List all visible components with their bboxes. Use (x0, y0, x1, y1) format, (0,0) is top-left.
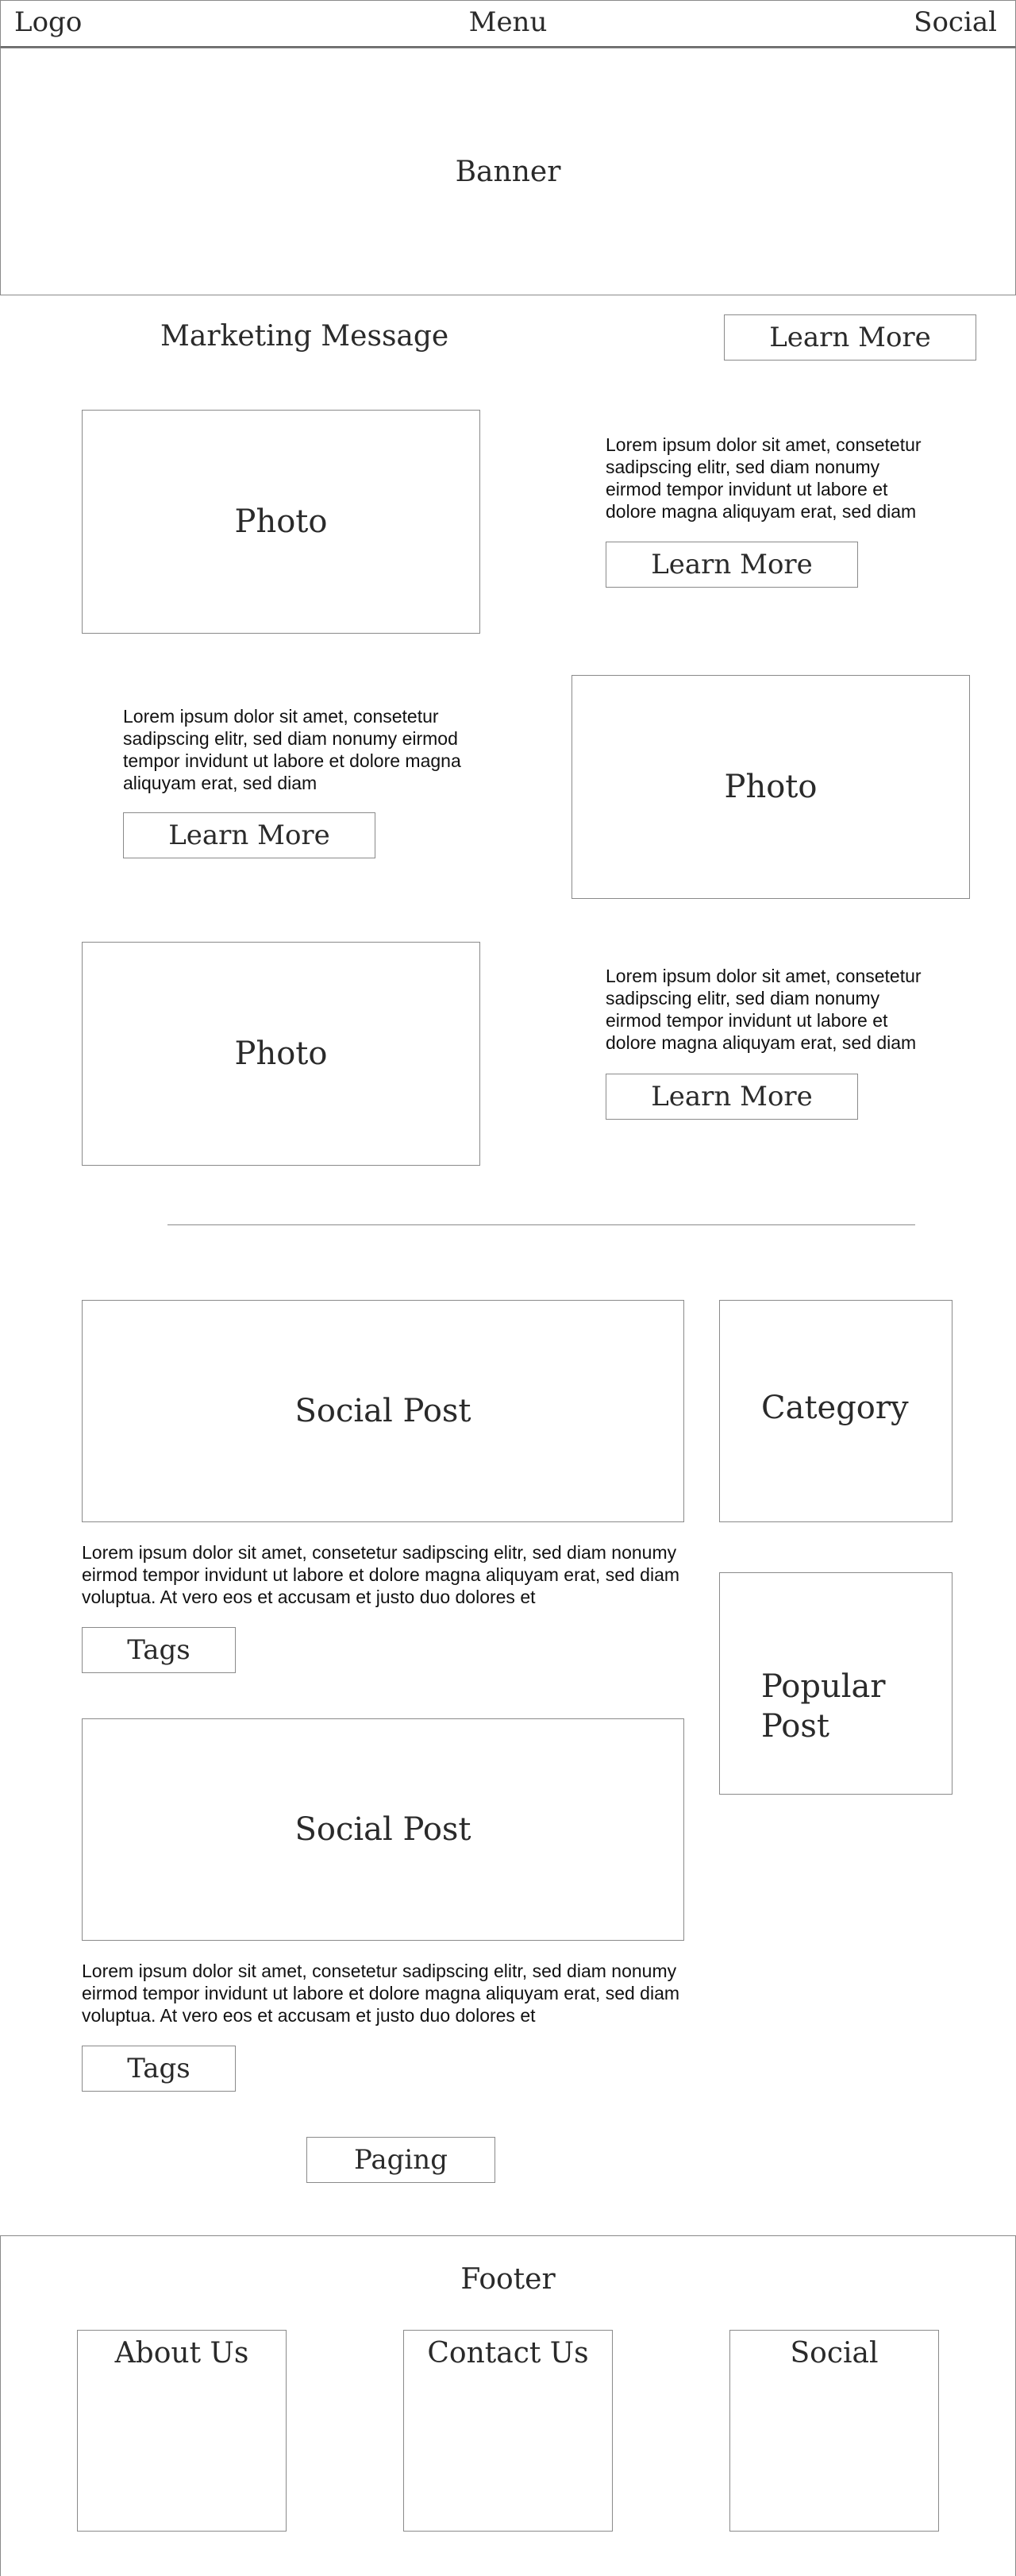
social-post-text-2: Lorem ipsum dolor sit amet, consetetur sadipscing elitr, sed diam nonumy eirmod tempor invidunt ut labore et dolore magna aliquyam erat, sed diam voluptua. At vero eos et accusam et justo duo dolores et (82, 1961, 680, 2026)
feature-learn-more-button-2[interactable] (123, 812, 375, 858)
banner-label: Banner (455, 155, 561, 188)
photo-label: Photo (234, 503, 328, 540)
popular-post-widget[interactable] (719, 1572, 952, 1795)
feature-text-2: Lorem ipsum dolor sit amet, consetetur sadipscing elitr, sed diam nonumy eirmod tempor invidunt ut labore et dolore magna aliquyam erat, sed diam (123, 706, 461, 793)
social-post-title: Social Post (294, 1393, 471, 1429)
tags-label: Tags (127, 2053, 190, 2084)
feature-learn-more-button-3[interactable] (606, 1074, 858, 1120)
marketing-learn-more-button[interactable] (724, 314, 976, 361)
tags-label: Tags (127, 1634, 190, 1666)
paging-control[interactable] (306, 2137, 495, 2183)
footer-contact-us-label: Contact Us (427, 2337, 589, 2370)
feature-photo-1 (82, 410, 480, 634)
button-label: Learn More (651, 1081, 813, 1113)
feature-learn-more-button-1[interactable] (606, 542, 858, 588)
paging-label: Paging (354, 2144, 448, 2176)
section-divider (167, 1224, 915, 1225)
header-social-link[interactable]: Social (914, 6, 997, 38)
button-label: Learn More (769, 322, 931, 353)
category-label: Category (761, 1390, 909, 1426)
feature-photo-2 (572, 675, 970, 899)
social-post-text-1: Lorem ipsum dolor sit amet, consetetur sadipscing elitr, sed diam nonumy eirmod tempor invidunt ut labore et dolore magna aliquyam erat, sed diam voluptua. At vero eos et accusam et justo duo dolores et (82, 1542, 680, 1607)
footer-contact-us[interactable] (403, 2330, 613, 2532)
footer-social-label: Social (790, 2337, 879, 2370)
logo[interactable]: Logo (14, 6, 83, 38)
popular-post-label: Popular Post (761, 1668, 886, 1745)
feature-text-3: Lorem ipsum dolor sit amet, consetetur sadipscing elitr, sed diam nonumy eirmod tempor invidunt ut labore et dolore magna aliquyam erat, sed diam (606, 966, 922, 1053)
photo-label: Photo (724, 769, 818, 805)
photo-label: Photo (234, 1035, 328, 1072)
feature-text-1: Lorem ipsum dolor sit amet, consetetur sadipscing elitr, sed diam nonumy eirmod tempor invidunt ut labore et dolore magna aliquyam erat, sed diam (606, 434, 922, 522)
button-label: Learn More (651, 549, 813, 580)
social-post-title: Social Post (294, 1811, 471, 1848)
footer-about-us-label: About Us (114, 2337, 249, 2370)
social-post-1[interactable] (82, 1300, 684, 1522)
footer-social[interactable] (729, 2330, 939, 2532)
footer-title: Footer (460, 2263, 556, 2296)
social-post-2[interactable] (82, 1718, 684, 1941)
tags-button-2[interactable] (82, 2046, 236, 2092)
button-label: Learn More (168, 819, 330, 851)
footer-about-us[interactable] (77, 2330, 287, 2532)
main-menu[interactable]: Menu (468, 6, 548, 38)
category-widget[interactable] (719, 1300, 952, 1522)
feature-photo-3 (82, 942, 480, 1166)
banner (0, 48, 1016, 295)
marketing-message: Marketing Message (160, 320, 449, 353)
tags-button-1[interactable] (82, 1627, 236, 1673)
